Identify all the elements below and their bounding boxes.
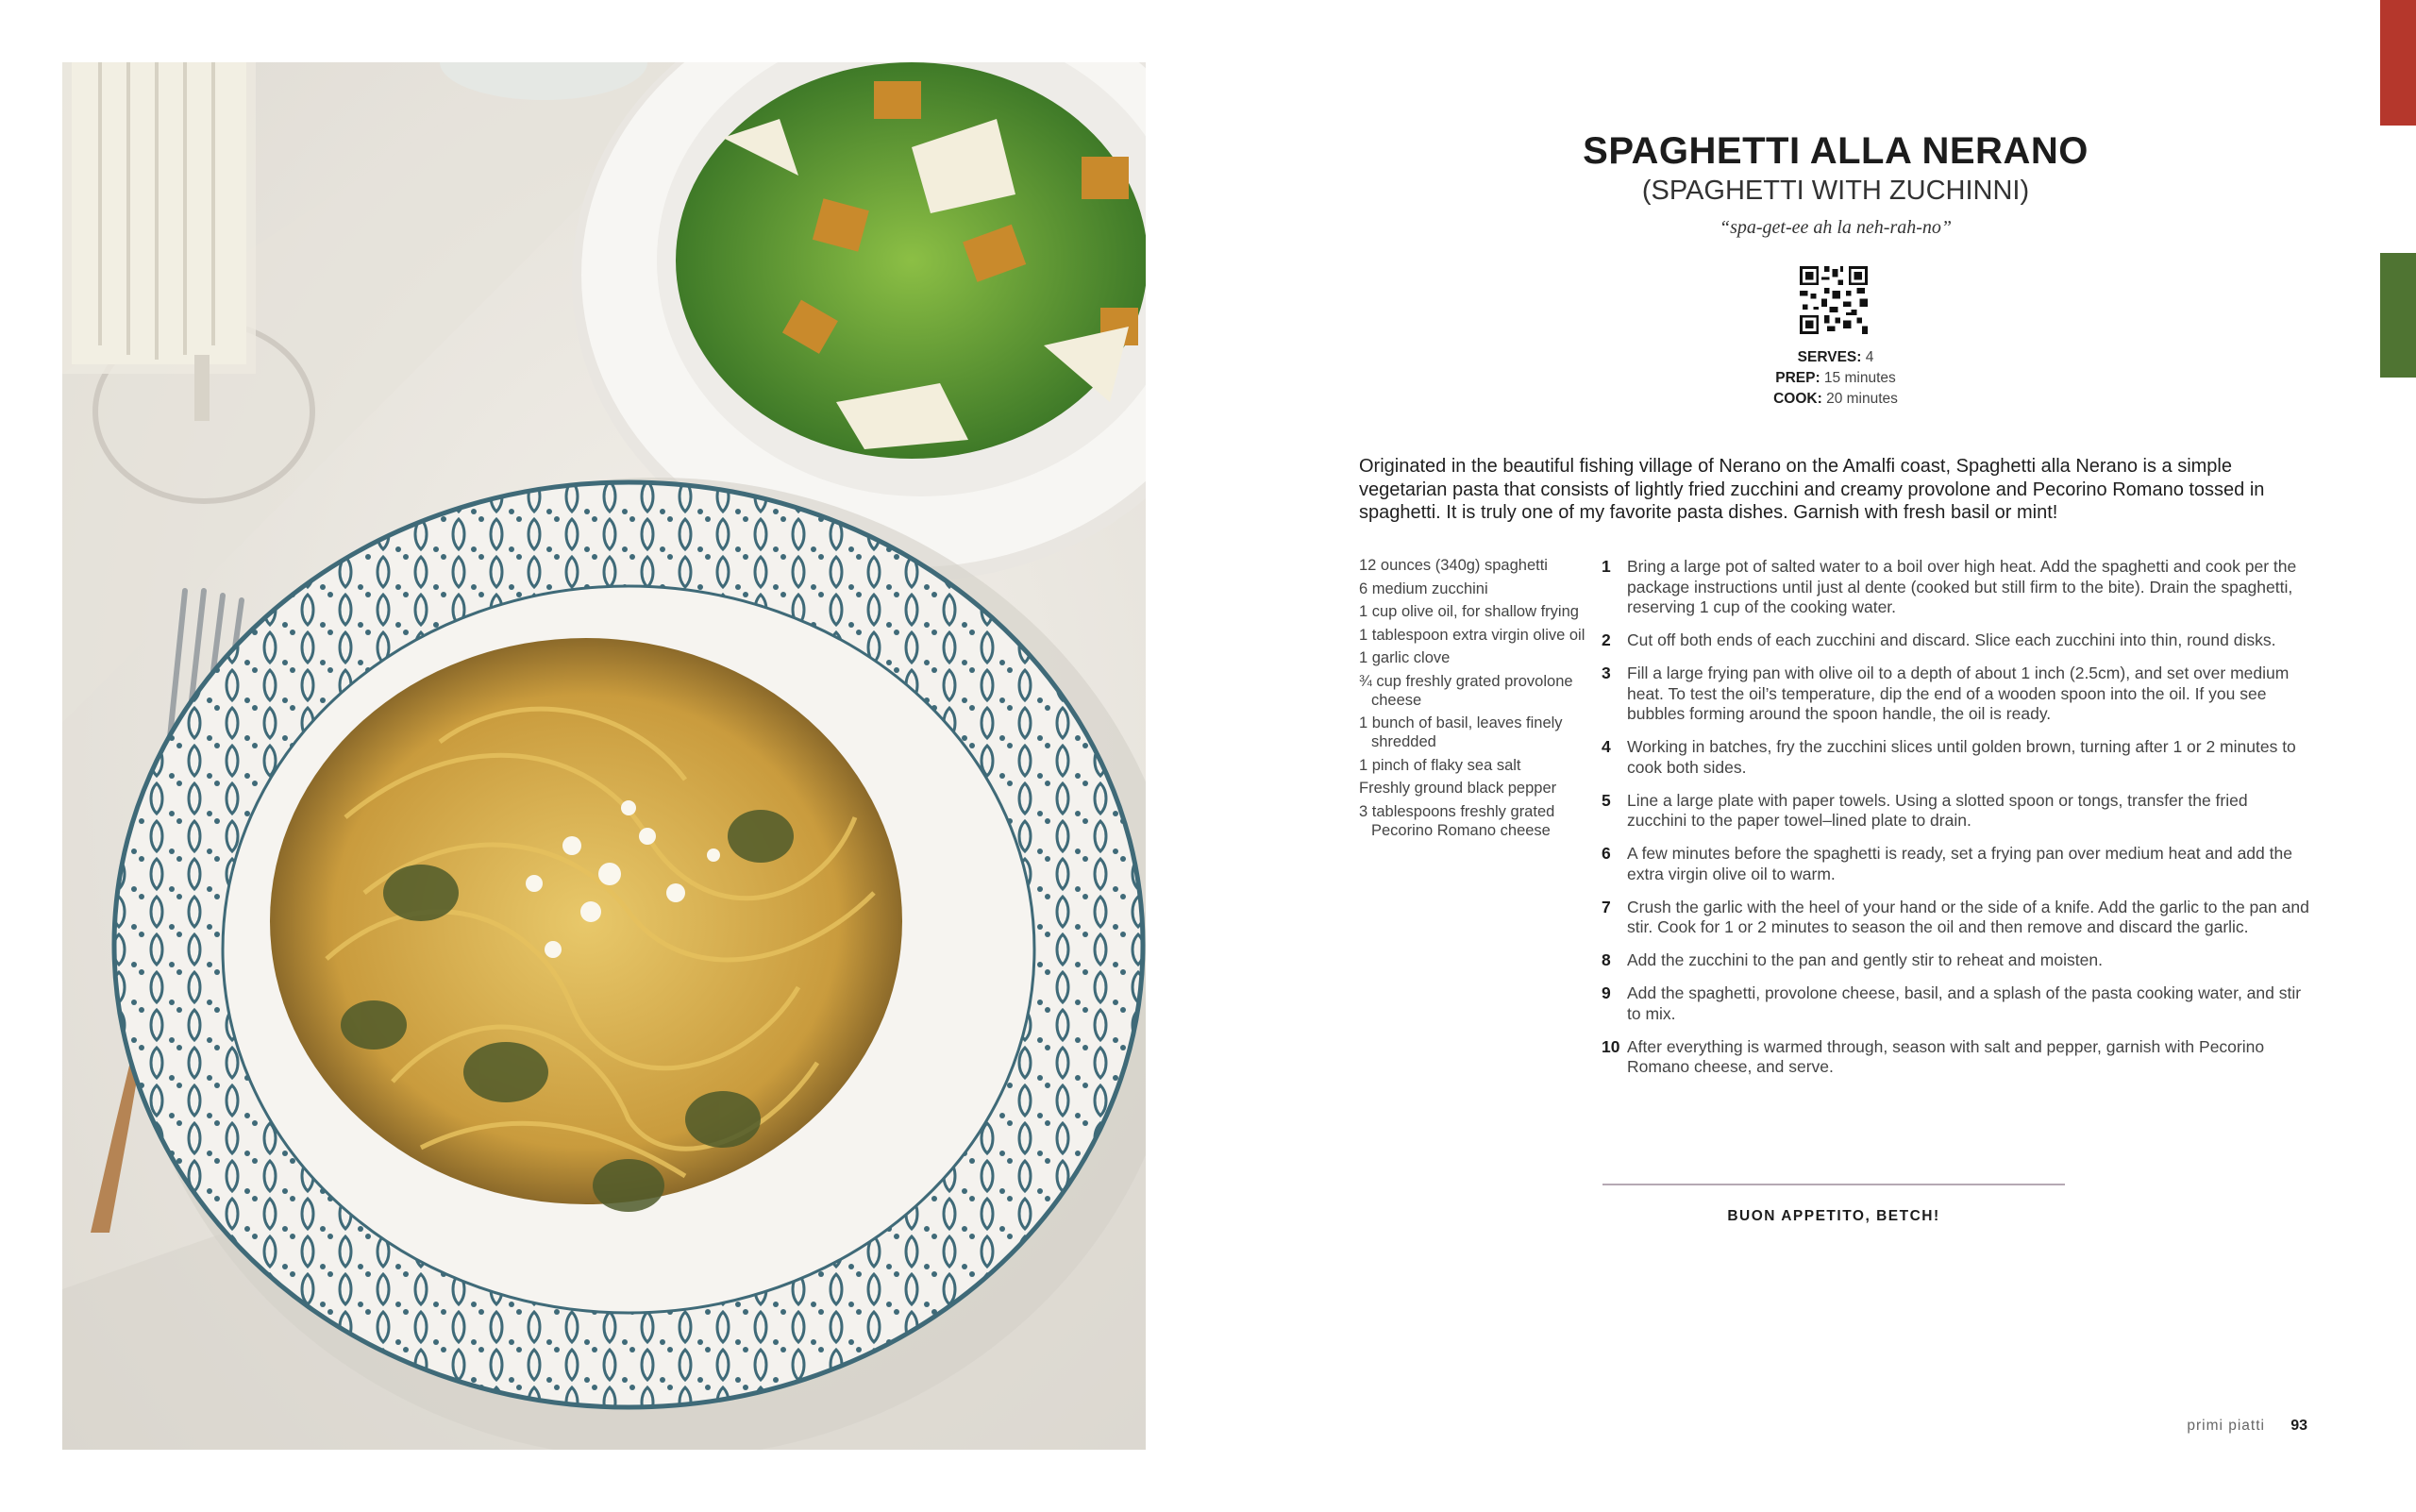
step-number: 1 <box>1602 557 1611 576</box>
ingredient-item: 3 tablespoons freshly grated Pecorino Romano cheese <box>1359 802 1555 839</box>
prep-label: PREP: <box>1775 370 1820 386</box>
step-item <box>1602 844 2311 884</box>
ingredient-item: 1 pinch of flaky sea salt <box>1359 756 1521 774</box>
step-number: 9 <box>1602 983 1611 1002</box>
footer-section-name: primi piatti <box>2187 1418 2265 1434</box>
ingredient-item: ¾ cup freshly grated provolone cheese <box>1359 672 1573 709</box>
recipe-intro: Originated in the beautiful fishing village of Nerano on the Amalfi coast, Spaghetti alla Nerano is a simple vegetarian pasta that consists of lightly fried zucchini and creamy provolone and Pecorino Romano tossed in spaghetti. It is truly one of my favorite pasta dishes. Garnish with fresh basil or mint! <box>1359 456 2265 523</box>
step-number: 5 <box>1602 790 1611 810</box>
signoff: BUON APPETITO, BETCH! <box>1727 1208 1940 1224</box>
cook-line <box>1321 389 2350 410</box>
ingredient-item: 1 cup olive oil, for shallow frying <box>1359 603 1579 620</box>
step-text: Add the zucchini to the pan and gently stir to reheat and moisten. <box>1627 950 2103 969</box>
step-text: After everything is warmed through, season with salt and pepper, garnish with Pecorino Romano cheese, and serve. <box>1627 1036 2265 1076</box>
step-text: Bring a large pot of salted water to a boil over high heat. Add the spaghetti and cook per the package instructions until just al dente (cooked but still firm to the bite). Drain the spaghetti, reserving 1 cup of the cooking water. <box>1627 557 2297 616</box>
ingredient-item: 1 garlic clove <box>1359 649 1451 666</box>
step-item <box>1602 950 2311 971</box>
qr-code-icon[interactable] <box>1800 266 1868 334</box>
step-number: 3 <box>1602 664 1611 682</box>
serves-label: SERVES: <box>1797 349 1862 365</box>
step-item <box>1602 737 2311 778</box>
step-text: Add the spaghetti, provolone cheese, basil, and a splash of the pasta cooking water, and stir to mix. <box>1627 983 2302 1023</box>
serves-line <box>1321 347 2350 368</box>
photo-spaghetti-plate-icon <box>62 62 1146 1450</box>
step-item <box>1602 983 2311 1024</box>
cook-label: COOK: <box>1773 391 1822 407</box>
step-text: Cut off both ends of each zucchini and discard. Slice each zucchini into thin, round disks. <box>1627 630 2276 649</box>
cook-value: 20 minutes <box>1826 391 1898 407</box>
serves-value: 4 <box>1865 349 1874 365</box>
ingredient-item: 1 tablespoon extra virgin olive oil <box>1359 626 1586 644</box>
step-number: 4 <box>1602 737 1611 756</box>
section-tab-red <box>2380 0 2416 126</box>
step-item <box>1602 898 2311 938</box>
pronunciation: “spa-get-ee ah la neh-rah-no” <box>1719 217 1953 238</box>
recipe-subtitle: (SPAGHETTI WITH ZUCHINNI) <box>1641 176 2030 206</box>
prep-value: 15 minutes <box>1823 370 1896 386</box>
step-text: Working in batches, fry the zucchini slices until golden brown, turning after 1 or 2 minutes to cook both sides. <box>1627 737 2296 777</box>
step-item <box>1602 791 2311 832</box>
step-item <box>1602 557 2311 618</box>
step-number: 6 <box>1602 844 1611 863</box>
step-list <box>1602 557 2311 1090</box>
section-tab-green <box>2380 253 2416 378</box>
ingredient-item: 12 ounces (340g) spaghetti <box>1359 557 1548 574</box>
prep-line <box>1321 368 2350 389</box>
ingredient-item: 6 medium zucchini <box>1359 580 1488 597</box>
step-number: 10 <box>1602 1036 1620 1056</box>
step-number: 8 <box>1602 950 1611 969</box>
step-text: Crush the garlic with the heel of your hand or the side of a knife. Add the garlic to the pan and stir. Cook for 1 or 2 minutes to season the oil and then remove and discard the garlic. <box>1627 897 2309 936</box>
recipe-photo <box>62 62 1146 1450</box>
step-number: 2 <box>1602 630 1611 649</box>
step-text: Fill a large frying pan with olive oil to a depth of about 1 inch (2.5cm), and set over medium heat. To test the oil’s temperature, dip the end of a wooden spoon into the oil. If you see bubbles forming around the spoon handle, the oil is ready. <box>1627 664 2290 723</box>
step-text: Line a large plate with paper towels. Using a slotted spoon or tongs, transfer the fried zucchini to the paper towel–lined plate to drain. <box>1627 790 2248 830</box>
ingredient-item: Freshly ground black pepper <box>1359 780 1557 797</box>
step-number: 7 <box>1602 897 1611 916</box>
step-item <box>1602 1037 2311 1078</box>
ingredient-item: 1 bunch of basil, leaves finely shredded <box>1359 714 1563 750</box>
divider <box>1602 1184 2065 1185</box>
recipe-meta <box>1321 347 2350 410</box>
recipe-title: SPAGHETTI ALLA NERANO <box>1583 130 2089 172</box>
step-item <box>1602 630 2311 651</box>
step-text: A few minutes before the spaghetti is ready, set a frying pan over medium heat and add the extra virgin olive oil to warm. <box>1627 844 2292 883</box>
ingredient-list <box>1359 556 1586 844</box>
page-number: 93 <box>2290 1418 2307 1434</box>
step-item <box>1602 664 2311 725</box>
